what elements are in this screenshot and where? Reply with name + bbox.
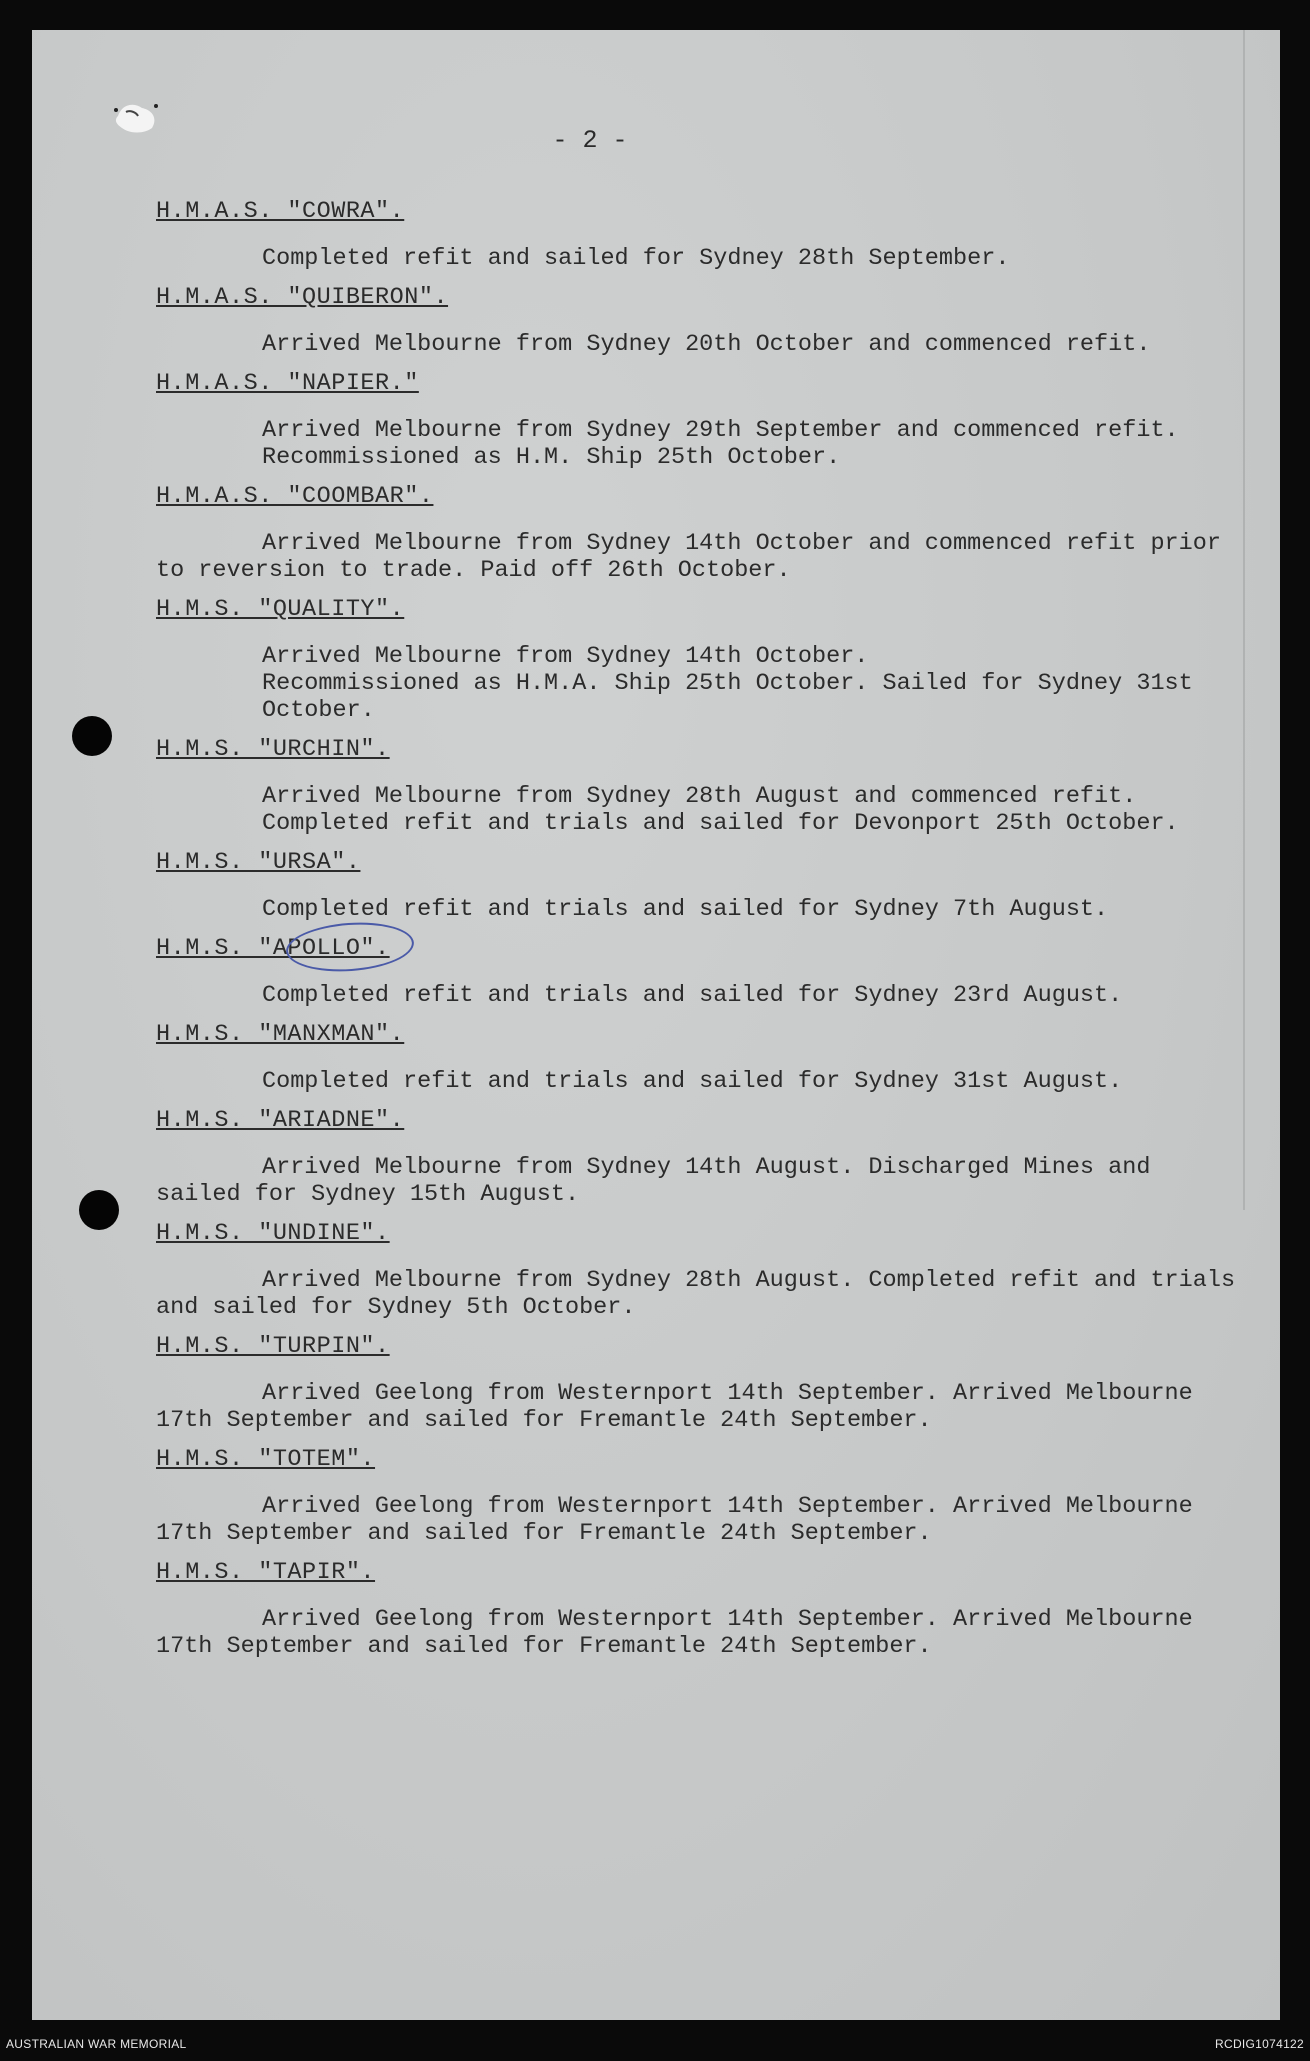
entry-undine xyxy=(156,1220,1246,1321)
ship-heading: H.M.A.S. "COWRA". xyxy=(156,198,405,225)
entry-totem xyxy=(156,1446,1246,1547)
entry-text: Arrived Melbourne from Sydney 14th August. Discharged Mines and sailed for Sydney 15th August. xyxy=(156,1154,1151,1208)
page-number: - 2 - xyxy=(552,126,628,155)
ship-heading: H.M.S. "TAPIR". xyxy=(156,1559,376,1586)
ship-heading: H.M.S. "MANXMAN". xyxy=(156,1021,405,1048)
entry-text: Arrived Melbourne from Sydney 14th October. xyxy=(262,643,869,670)
entry-urchin xyxy=(156,736,1246,837)
entry-text: Completed refit and trials and sailed for Sydney 7th August. xyxy=(262,896,1109,923)
entry-turpin xyxy=(156,1333,1246,1434)
entry-apollo xyxy=(156,935,1246,1009)
footer-left: AUSTRALIAN WAR MEMORIAL xyxy=(6,2037,187,2051)
entry-text: Arrived Geelong from Westernport 14th September. Arrived Melbourne 17th September and sailed for Fremantle 24th September. xyxy=(156,1380,1193,1434)
ship-heading: H.M.S. "URCHIN". xyxy=(156,736,390,763)
ship-heading: H.M.S. "ARIADNE". xyxy=(156,1107,405,1134)
entry-coombar xyxy=(156,483,1246,584)
entry-text: Arrived Melbourne from Sydney 28th August and commenced refit. xyxy=(262,783,1137,810)
ship-heading: H.M.S. "TOTEM". xyxy=(156,1446,376,1473)
entry-text: Arrived Geelong from Westernport 14th September. Arrived Melbourne 17th September and sailed for Fremantle 24th September. xyxy=(156,1493,1193,1547)
entry-napier xyxy=(156,370,1246,471)
entry-text: Completed refit and trials and sailed for Sydney 23rd August. xyxy=(262,982,1123,1009)
ship-heading: H.M.A.S. "COOMBAR". xyxy=(156,483,434,510)
punch-hole-top xyxy=(72,716,112,756)
entry-text: Arrived Melbourne from Sydney 29th September and commenced refit. xyxy=(262,417,1179,444)
entry-ursa xyxy=(156,849,1246,923)
ship-heading xyxy=(156,935,390,962)
entry-text: Arrived Melbourne from Sydney 20th October and commenced refit. xyxy=(262,331,1151,358)
ship-heading: H.M.S. "UNDINE". xyxy=(156,1220,390,1247)
entry-extra: Recommissioned as H.M. Ship 25th October. xyxy=(262,444,841,471)
entry-quality xyxy=(156,596,1246,724)
ship-heading: H.M.S. "TURPIN". xyxy=(156,1333,390,1360)
entry-ariadne xyxy=(156,1107,1246,1208)
entry-text: Arrived Melbourne from Sydney 28th August. Completed refit and trials and sailed for Sydney 5th October. xyxy=(156,1267,1236,1321)
ship-heading: H.M.A.S. "NAPIER." xyxy=(156,370,419,397)
ship-heading-text: H.M.S. "APOLLO". xyxy=(156,935,390,962)
entry-tapir xyxy=(156,1559,1246,1660)
entry-cowra xyxy=(156,198,1246,272)
punch-hole-bottom xyxy=(79,1190,119,1230)
entry-extra: Completed refit and trials and sailed for Devonport 25th October. xyxy=(262,810,1179,837)
entry-text: Arrived Melbourne from Sydney 14th October and commenced refit prior to reversion to trade. Paid off 26th October. xyxy=(156,530,1221,584)
entry-manxman xyxy=(156,1021,1246,1095)
footer-right: RCDIG1074122 xyxy=(1215,2037,1304,2051)
ship-heading: H.M.S. "QUALITY". xyxy=(156,596,405,623)
ship-heading: H.M.A.S. "QUIBERON". xyxy=(156,284,449,311)
entry-extra: Recommissioned as H.M.A. Ship 25th October. Sailed for Sydney 31st October. xyxy=(262,670,1193,724)
ink-circle-mark xyxy=(284,919,415,976)
entry-text: Arrived Geelong from Westernport 14th September. Arrived Melbourne 17th September and sailed for Fremantle 24th September. xyxy=(156,1606,1193,1660)
entry-text: Completed refit and sailed for Sydney 28th September. xyxy=(262,245,1010,272)
entry-text: Completed refit and trials and sailed for Sydney 31st August. xyxy=(262,1068,1123,1095)
ship-log xyxy=(156,198,1246,1672)
entry-quiberon xyxy=(156,284,1246,358)
ship-heading: H.M.S. "URSA". xyxy=(156,849,361,876)
